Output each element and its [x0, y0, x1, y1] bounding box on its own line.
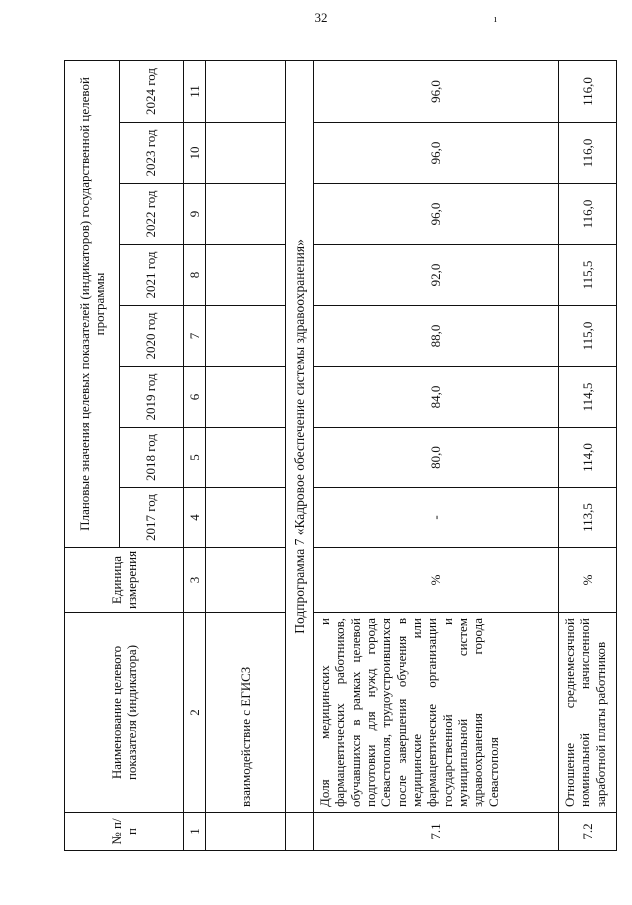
row-unit: % — [314, 548, 559, 613]
corner-mark: ı — [494, 14, 497, 25]
row-value: 84,0 — [314, 367, 559, 428]
col-number: 3 — [184, 548, 206, 613]
header-year: 2023 год — [120, 123, 184, 184]
column-numbers-row — [184, 60, 206, 850]
row-value: 115,0 — [559, 306, 617, 367]
page-number: 32 — [314, 10, 328, 25]
row-value: 96,0 — [314, 60, 559, 122]
header-year: 2021 год — [120, 245, 184, 306]
col-number: 11 — [184, 60, 206, 122]
header-name: Наименование целевого показателя (индикатора) — [65, 613, 184, 813]
header-planned: Плановые значения целевых показателей (индикаторов) государственной целевой программы — [65, 60, 120, 547]
row-value: 114,0 — [559, 428, 617, 488]
col-number: 10 — [184, 123, 206, 184]
row-value: 115,5 — [559, 245, 617, 306]
col-number: 8 — [184, 245, 206, 306]
col-number: 7 — [184, 306, 206, 367]
row-value: 116,0 — [559, 123, 617, 184]
row-value: 116,0 — [559, 60, 617, 122]
col-number: 6 — [184, 367, 206, 428]
header-year: 2017 год — [120, 488, 184, 548]
header-year: 2020 год — [120, 306, 184, 367]
continuation-row — [206, 60, 286, 850]
row-value: 92,0 — [314, 245, 559, 306]
continuation-text: взаимодействие с ЕГИСЗ — [206, 613, 286, 813]
col-number: 2 — [184, 613, 206, 813]
col-number: 5 — [184, 428, 206, 488]
rotated-table-container — [64, 61, 608, 851]
col-number: 4 — [184, 488, 206, 548]
row-value: 96,0 — [314, 184, 559, 245]
header-year: 2024 год — [120, 60, 184, 122]
row-value: 116,0 — [559, 184, 617, 245]
row-value: 88,0 — [314, 306, 559, 367]
row-value: 80,0 — [314, 428, 559, 488]
col-number: 9 — [184, 184, 206, 245]
row-value: 113,5 — [559, 488, 617, 548]
row-value: 114,5 — [559, 367, 617, 428]
header-year: 2022 год — [120, 184, 184, 245]
subprogram-row — [286, 60, 314, 850]
indicators-table — [64, 60, 617, 851]
header-year: 2018 год — [120, 428, 184, 488]
table-row — [314, 60, 559, 850]
row-name: Отношение среднемесячной номинальной начисленной заработной платы работников — [559, 613, 617, 813]
row-value: - — [314, 488, 559, 548]
row-num: 7.2 — [559, 813, 617, 851]
row-name: Доля медицинских и фармацевтических работников, обучавшихся в рамках целевой подготовки для нужд города Севастополя, трудоустроившихся после завершения обучения в медицинские или фармацевтические организации государственной и муниципальной систем здравоохранения города Севастополя — [314, 613, 559, 813]
table-row — [559, 60, 617, 850]
col-number: 1 — [184, 813, 206, 851]
header-num: № п/п — [65, 813, 184, 851]
subprogram-title: Подпрограмма 7 «Кадровое обеспечение системы здравоохранения» — [286, 60, 314, 812]
header-year: 2019 год — [120, 367, 184, 428]
header-unit: Единица измерения — [65, 548, 184, 613]
row-value: 96,0 — [314, 123, 559, 184]
row-unit: % — [559, 548, 617, 613]
row-num: 7.1 — [314, 813, 559, 851]
